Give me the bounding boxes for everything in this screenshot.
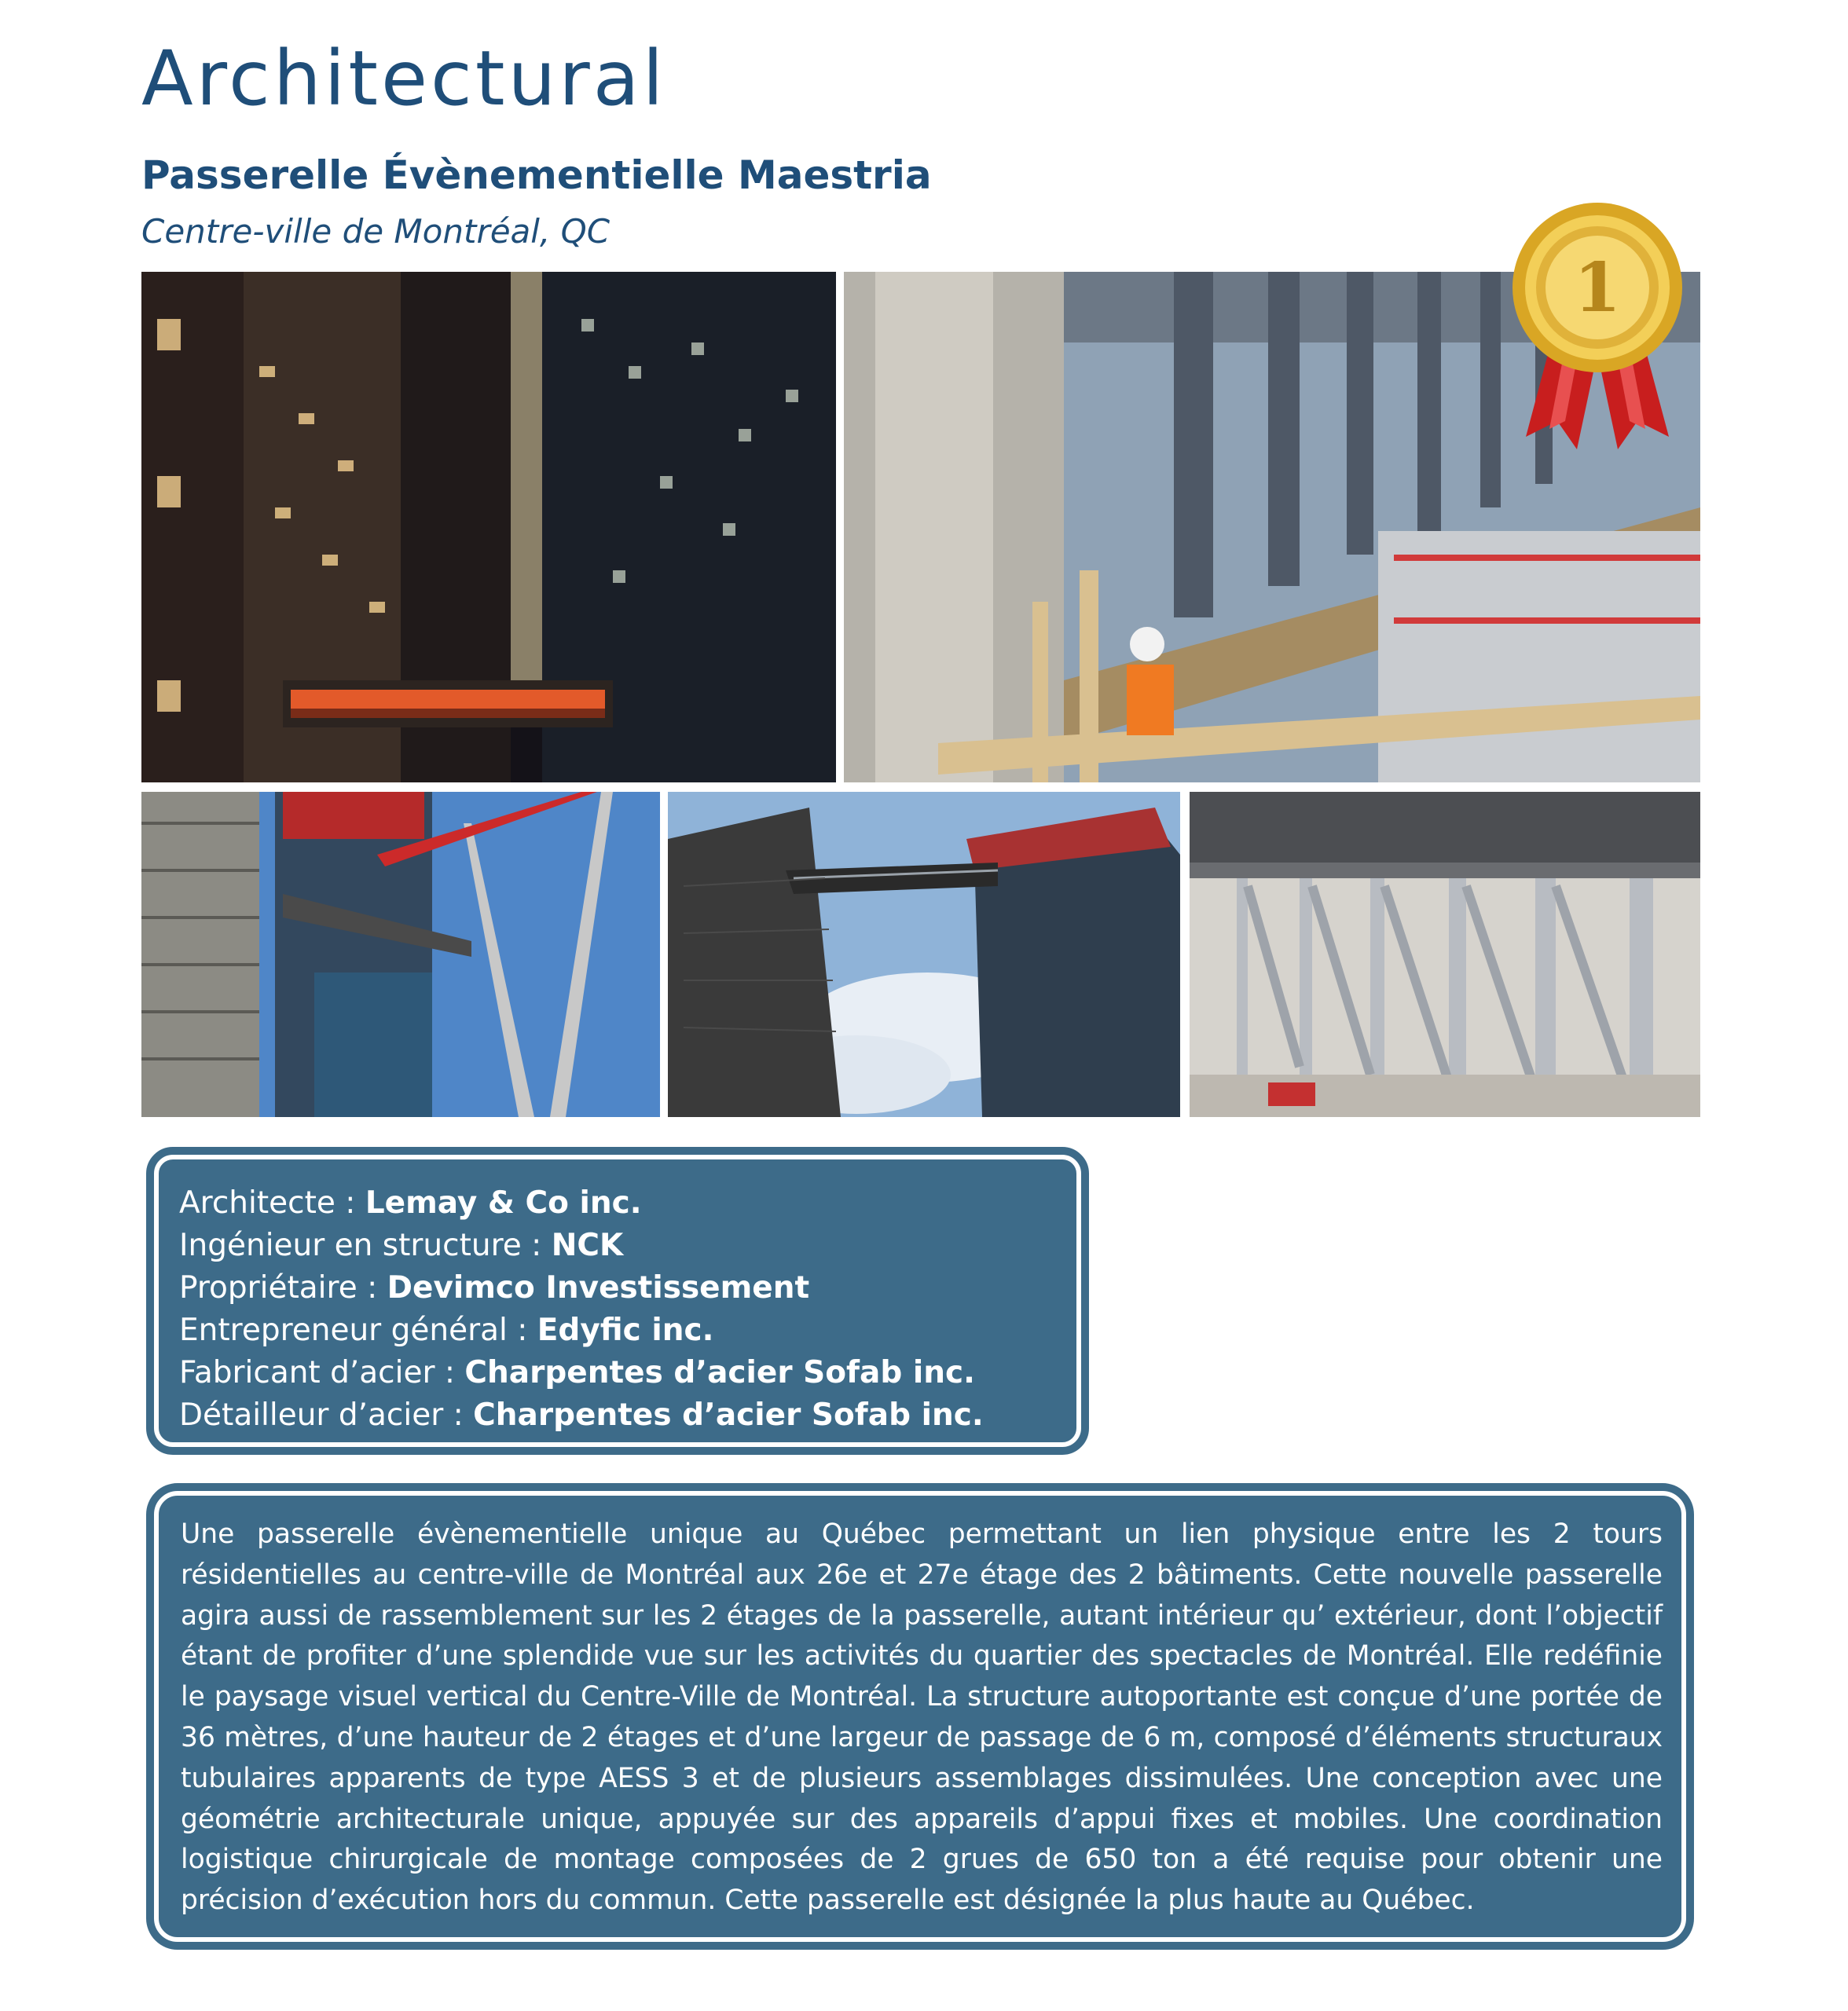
night-view-skybridge-icon — [141, 272, 836, 782]
project-description-text: Une passerelle évènementielle unique au Québec permettant un lien physique entre les 2 tours résidentielles au centre-ville de Montréal aux 26e et 27e étage des 2 bâtiments. Cette nouvelle passerelle agira aussi de rassemblement sur les 2 étages de la passerelle, autant intérieur qu’ extérieur, dont l’objectif étant de profiter d’une splendide vue sur les activités du quartier des spectacles de Montréal. Elle redéfinie le paysage visuel vertical du Centre-Ville de Montréal. La structure autoportante est conçue d’une portée de 36 mètres, d’une hauteur de 2 étages et d’une largeur de passage de 6 m, composé d’éléments structuraux tubulaires apparents de type AESS 3 et de plusieurs assemblages dissimulées. Une conception avec une géométrie architecturale unique, appuyée sur des appareils d’appui fixes et mobiles. Une coordination logistique chirurgicale de montage composées de 2 grues de 650 ton a été requise pour obtenir une précision d’exécution hors du commun. Cette passerelle est désignée la plus haute au Québec. — [181, 1518, 1663, 1917]
credit-owner: Propriétaire : Devimco Investissement — [179, 1270, 810, 1306]
project-title: Passerelle Évènementielle Maestria — [141, 152, 932, 198]
project-description-box — [146, 1483, 1694, 1950]
bridge-from-below-icon — [668, 792, 1180, 1117]
credit-structural-engineer: Ingénieur en structure : NCK — [179, 1228, 624, 1263]
first-place-medal-icon — [1502, 201, 1692, 449]
project-credits-box — [146, 1147, 1089, 1455]
crane-lift-icon — [141, 792, 660, 1117]
project-location: Centre-ville de Montréal, QC — [141, 212, 610, 251]
credit-steel-fabricator: Fabricant d’acier : Charpentes d’acier Sofab inc. — [179, 1355, 975, 1390]
truss-interior-icon — [1190, 792, 1700, 1117]
page-category-heading: Architectural — [141, 35, 667, 123]
credit-general-contractor: Entrepreneur général : Edyfic inc. — [179, 1313, 714, 1348]
medal-rank: 1 — [1574, 248, 1621, 328]
credit-architect: Architecte : Lemay & Co inc. — [179, 1185, 642, 1221]
credit-steel-detailer: Détailleur d’acier : Charpentes d’acier Sofab inc. — [179, 1397, 984, 1433]
